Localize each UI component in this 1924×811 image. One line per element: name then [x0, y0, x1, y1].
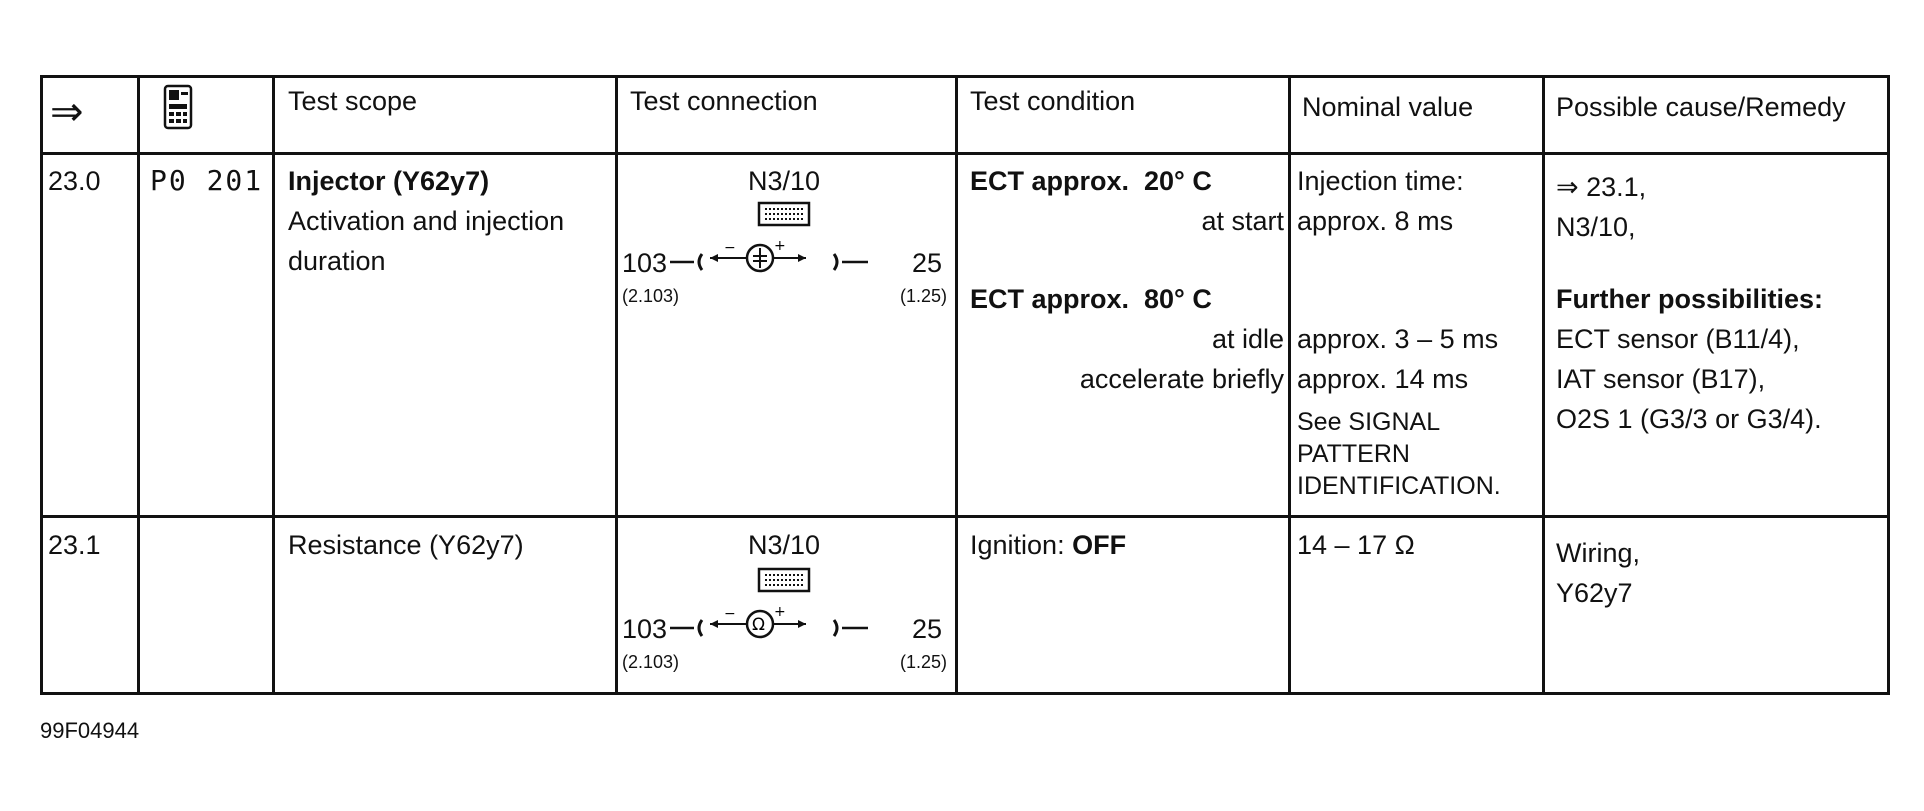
svg-text:−: − [724, 240, 736, 256]
svg-text:−: − [724, 606, 736, 622]
header-test-condition: Test condition [970, 86, 1136, 116]
scope-title: Resistance (Y62y7) [288, 530, 524, 560]
cause-heading: Further possibilities: [1556, 284, 1824, 314]
nominal-note: PATTERN [1297, 440, 1410, 468]
connection-left-pin: 103 [622, 248, 668, 278]
step-number: 23.1 [48, 530, 101, 560]
connection-left-sub: (2.103) [622, 652, 680, 672]
svg-text:+: + [774, 238, 786, 254]
cause-line: O2S 1 (G3/3 or G3/4). [1556, 404, 1822, 434]
condition-title: ECT approx. 80° C [970, 284, 1212, 314]
condition-prefix: Ignition: [970, 530, 1073, 560]
cause-line: ECT sensor (B11/4), [1556, 324, 1800, 354]
connection-right-pin: 25 [912, 248, 943, 278]
cause-line: Y62y7 [1556, 578, 1633, 608]
connection-left-pin: 103 [622, 614, 668, 644]
fault-code: P0 201 [150, 164, 264, 197]
header-bottom-border [40, 152, 1890, 155]
col-border-2 [272, 75, 275, 695]
connection-right-sub: (1.25) [900, 286, 948, 306]
nominal-line: approx. 8 ms [1297, 206, 1454, 236]
table-bottom-border [40, 692, 1890, 695]
col-border-right [1887, 75, 1890, 695]
figure-id: 99F04944 [40, 718, 140, 743]
nominal-note: IDENTIFICATION. [1297, 472, 1501, 500]
header-test-connection: Test connection [630, 86, 818, 116]
header-test-scope: Test scope [288, 86, 418, 116]
condition-sub: at start [1201, 206, 1284, 236]
nominal-line: 14 – 17 Ω [1297, 530, 1415, 560]
row-divider [40, 515, 1890, 518]
condition-title: ECT approx. 20° C [970, 166, 1212, 196]
header-nominal-value: Nominal value [1302, 92, 1474, 122]
nominal-note: See SIGNAL [1297, 408, 1441, 436]
scope-title: Injector (Y62y7) [288, 166, 490, 196]
connection-left-sub: (2.103) [622, 286, 680, 306]
handheld-tester-icon [163, 84, 193, 130]
col-border-6 [1542, 75, 1545, 695]
header-arrow: ⇒ [50, 90, 84, 134]
cause-line: N3/10, [1556, 212, 1636, 242]
cause-line: Wiring, [1556, 538, 1641, 568]
condition-sub: accelerate briefly [1079, 364, 1284, 394]
connector-icon [756, 566, 812, 594]
connection-right-sub: (1.25) [900, 652, 948, 672]
col-border-left [40, 75, 43, 695]
condition-line [970, 530, 1126, 560]
col-border-4 [955, 75, 958, 695]
svg-text:+: + [774, 604, 786, 620]
cause-line: IAT sensor (B17), [1556, 364, 1766, 394]
col-border-5 [1288, 75, 1291, 695]
condition-value: OFF [1072, 530, 1127, 560]
condition-sub: at idle [1211, 324, 1284, 354]
cause-line: ⇒ 23.1, [1556, 172, 1647, 202]
header-possible-cause: Possible cause/Remedy [1556, 92, 1846, 122]
connection-right-pin: 25 [912, 614, 943, 644]
ohmmeter-icon [668, 602, 878, 646]
nominal-line: approx. 3 – 5 ms [1297, 324, 1499, 354]
col-border-1 [137, 75, 140, 695]
connection-module: N3/10 [748, 530, 821, 560]
svg-text:Ω: Ω [752, 615, 765, 635]
nominal-line: Injection time: [1297, 166, 1464, 196]
step-number: 23.0 [48, 166, 101, 196]
col-border-3 [615, 75, 618, 695]
nominal-line: approx. 14 ms [1297, 364, 1469, 394]
voltmeter-icon [668, 236, 878, 280]
connector-icon [756, 200, 812, 228]
scope-line: Activation and injection [288, 206, 565, 236]
scope-line: duration [288, 246, 386, 276]
connection-module: N3/10 [748, 166, 821, 196]
table-top-border [40, 75, 1890, 78]
